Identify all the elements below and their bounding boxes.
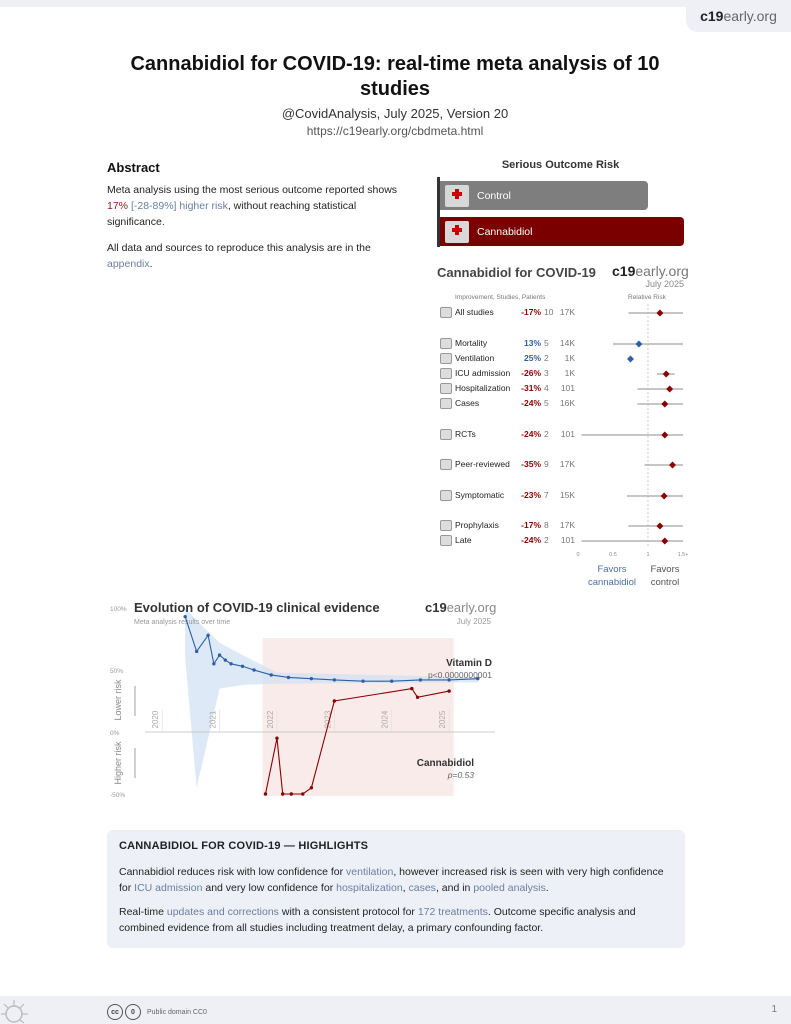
series-point	[287, 676, 290, 679]
cases-icon	[440, 398, 452, 409]
evolution-chart	[107, 598, 502, 800]
license-text: Public domain CC0	[147, 1008, 207, 1016]
series-point	[416, 696, 419, 699]
treatments-link[interactable]: 172 treatments	[417, 906, 488, 918]
forest-row-improvement: -23%	[521, 490, 541, 500]
mortality-icon	[440, 338, 452, 349]
hospitalization-link[interactable]: hospitalization	[336, 882, 403, 894]
virus-icon	[0, 994, 40, 1024]
forest-row-studies: 8	[544, 520, 549, 530]
forest-row-label: All studies	[455, 307, 494, 317]
forest-row-label: ICU admission	[455, 368, 511, 378]
forest-row-improvement: 13%	[523, 338, 541, 348]
series-point	[229, 662, 232, 665]
forest-row-studies: 7	[544, 490, 549, 500]
control-label: Control	[477, 189, 511, 202]
series-point	[270, 673, 273, 676]
series-point	[218, 653, 221, 656]
point-estimate	[661, 432, 668, 439]
abstract-data-paragraph: All data and sources to reproduce this analysis are in the appendix.	[107, 242, 371, 270]
year-label: 2023	[323, 710, 333, 729]
favors-control: Favors control	[650, 564, 680, 588]
updates-link[interactable]: updates and corrections	[166, 906, 279, 918]
forest-row-studies: 2	[544, 535, 549, 545]
relative-risk-header: Relative Risk	[628, 294, 666, 301]
forest-brand: c19early.org	[612, 263, 689, 279]
series-point	[195, 650, 198, 653]
year-label: 2022	[265, 710, 275, 729]
forest-row-studies: 9	[544, 459, 549, 469]
year-label: 2024	[380, 710, 390, 729]
zero-icon: 0	[125, 1004, 141, 1020]
forest-row-studies: 4	[544, 383, 549, 393]
serious-outcome-title: Serious Outcome Risk	[501, 159, 620, 171]
prophylaxis-icon	[440, 520, 452, 531]
cannabidiol-label: Cannabidiol	[477, 225, 533, 238]
license-badge[interactable]	[107, 1004, 207, 1020]
forest-row-improvement: -26%	[521, 368, 541, 378]
cannabidiol-p-value: p=0.53	[447, 770, 474, 780]
hospital-icon	[445, 185, 469, 207]
forest-row-studies: 2	[544, 353, 549, 363]
y-axis-label: 50%	[110, 668, 124, 675]
forest-row-label: Mortality	[455, 338, 488, 348]
forest-row-studies: 5	[544, 398, 549, 408]
forest-row-improvement: 25%	[523, 353, 541, 363]
highlights-paragraph-2: Real-time updates and corrections with a consistent protocol for 172 treatments. Outcome specific analysis and combined evidence from all studies including treatment delay, a primary confounding factor.	[119, 906, 636, 934]
year-label: 2021	[208, 710, 218, 729]
point-estimate	[635, 341, 642, 348]
series-point	[281, 792, 284, 795]
evolution-brand: c19early.org	[425, 600, 497, 615]
series-point	[361, 679, 364, 682]
abstract-heading: Abstract	[107, 160, 160, 175]
evolution-subtitle: Meta analysis results over time	[134, 619, 231, 626]
series-point	[183, 615, 186, 618]
control-bar	[440, 181, 648, 210]
forest-row-improvement: -17%	[521, 520, 541, 530]
y-axis-label: 100%	[110, 606, 127, 613]
y-axis-label: 0%	[110, 730, 120, 737]
forest-row-studies: 10	[544, 307, 554, 317]
vitamin-d-p-value: p<0.0000000001	[427, 670, 492, 680]
forest-date: July 2025	[645, 279, 684, 289]
cannabidiol-series-label: Cannabidiol	[416, 758, 474, 769]
series-point	[241, 665, 244, 668]
icu-admission-link[interactable]: ICU admission	[134, 882, 203, 894]
series-point	[224, 658, 227, 661]
forest-row-label: Hospitalization	[455, 383, 511, 393]
late-icon	[440, 535, 452, 546]
page-title: Cannabidiol for COVID-19: real-time meta analysis of 10 studies	[130, 53, 660, 100]
cannabidiol-range-band	[263, 638, 454, 796]
point-estimate	[661, 401, 668, 408]
point-estimate	[666, 386, 673, 393]
point-estimate	[656, 523, 663, 530]
all-studies-icon	[440, 307, 452, 318]
forest-columns-header: Improvement, Studies, Patients	[455, 294, 546, 301]
forest-row-label: RCTs	[455, 429, 476, 439]
forest-row-studies: 3	[544, 368, 549, 378]
series-point	[447, 689, 450, 692]
forest-row-patients: 16K	[559, 398, 575, 408]
vitamin-d-label: Vitamin D	[446, 658, 492, 669]
series-point	[390, 679, 393, 682]
forest-row-patients: 15K	[559, 490, 575, 500]
evolution-date: July 2025	[456, 617, 491, 626]
forest-row-patients: 1K	[564, 368, 575, 378]
highlights-title: CANNABIDIOL FOR COVID-19 — HIGHLIGHTS	[119, 840, 369, 852]
forest-row-label: Peer-reviewed	[455, 459, 510, 469]
forest-row-improvement: -17%	[521, 307, 541, 317]
forest-plot	[575, 300, 687, 562]
symptomatic-icon	[440, 490, 452, 501]
hospital-icon	[445, 221, 469, 243]
series-point	[333, 699, 336, 702]
icu-icon	[440, 368, 452, 379]
forest-row-patients: 101	[560, 535, 575, 545]
year-label: 2020	[151, 710, 161, 729]
series-point	[419, 678, 422, 681]
rct-icon	[440, 429, 452, 440]
forest-row-improvement: -24%	[521, 429, 541, 439]
higher-risk-link[interactable]: higher risk	[179, 200, 228, 212]
ventilation-icon	[440, 353, 452, 364]
series-point	[310, 786, 313, 789]
year-label: 2025	[438, 710, 448, 729]
forest-row-improvement: -35%	[521, 459, 541, 469]
appendix-link[interactable]: appendix	[107, 258, 150, 270]
page-url[interactable]: https://c19early.org/cbdmeta.html	[306, 124, 484, 138]
y-axis-label: -50%	[110, 792, 126, 799]
highlights-box	[107, 830, 685, 948]
axis-tick-label: 1	[646, 552, 650, 558]
point-estimate	[661, 493, 668, 500]
point-estimate	[663, 371, 670, 378]
page-number: 1	[771, 1004, 777, 1015]
point-estimate	[627, 356, 634, 363]
axis-tick-label: 0	[576, 552, 580, 558]
forest-row-label: Prophylaxis	[455, 520, 499, 530]
forest-row-improvement: -24%	[521, 535, 541, 545]
forest-row-label: Late	[455, 535, 472, 545]
point-estimate	[669, 462, 676, 469]
series-point	[212, 662, 215, 665]
lower-risk-label: Lower risk	[113, 679, 123, 721]
cases-link[interactable]: cases	[408, 882, 436, 894]
axis-tick-label: 0.5	[609, 552, 617, 558]
ventilation-link[interactable]: ventilation	[346, 866, 394, 878]
abstract-paragraph: Meta analysis using the most serious outcome reported shows 17% [-28-89%] higher risk, without reaching statistical significance.	[107, 184, 398, 228]
series-point	[290, 792, 293, 795]
forest-row-label: Ventilation	[455, 353, 495, 363]
series-point	[275, 737, 278, 740]
point-estimate	[661, 538, 668, 545]
forest-row-label: Cases	[455, 398, 480, 408]
forest-row-studies: 2	[544, 429, 549, 439]
series-point	[410, 687, 413, 690]
series-point	[206, 634, 209, 637]
point-estimate	[656, 310, 663, 317]
forest-row-patients: 17K	[559, 307, 575, 317]
forest-row-patients: 1K	[564, 353, 575, 363]
forest-row-improvement: -24%	[521, 398, 541, 408]
evolution-title: Evolution of COVID-19 clinical evidence	[134, 600, 380, 615]
site-logo[interactable]: c19 early.org	[686, 0, 791, 32]
series-point	[252, 668, 255, 671]
series-point	[301, 792, 304, 795]
hospitalization-icon	[440, 383, 452, 394]
top-bar	[0, 0, 791, 7]
forest-plot-title: Cannabidiol for COVID-19	[437, 265, 596, 280]
forest-row-patients: 17K	[559, 459, 575, 469]
byline: @CovidAnalysis, July 2025, Version 20	[281, 106, 509, 121]
series-point	[333, 678, 336, 681]
higher-risk-label: Higher risk	[113, 741, 123, 785]
forest-row-patients: 101	[560, 429, 575, 439]
cc-icon: cc	[107, 1004, 123, 1020]
highlights-paragraph-1: Cannabidiol reduces risk with low confidence for ventilation, however increased risk is seen with very high confidence for ICU admission and very low confidence for hospitalization, cases, and in pooled analysis.	[119, 866, 664, 894]
forest-row-patients: 101	[560, 383, 575, 393]
forest-row-label: Symptomatic	[455, 490, 505, 500]
forest-row-patients: 17K	[559, 520, 575, 530]
pooled-analysis-link[interactable]: pooled analysis	[473, 882, 546, 894]
series-point	[310, 677, 313, 680]
forest-row-patients: 14K	[559, 338, 575, 348]
forest-row-studies: 5	[544, 338, 549, 348]
cannabidiol-bar	[440, 217, 684, 246]
axis-tick-label: 1.5+	[677, 552, 689, 558]
peer-reviewed-icon	[440, 459, 452, 470]
series-point	[264, 792, 267, 795]
forest-row-improvement: -31%	[521, 383, 541, 393]
favors-cannabidiol: Favors cannabidiol	[587, 564, 637, 588]
